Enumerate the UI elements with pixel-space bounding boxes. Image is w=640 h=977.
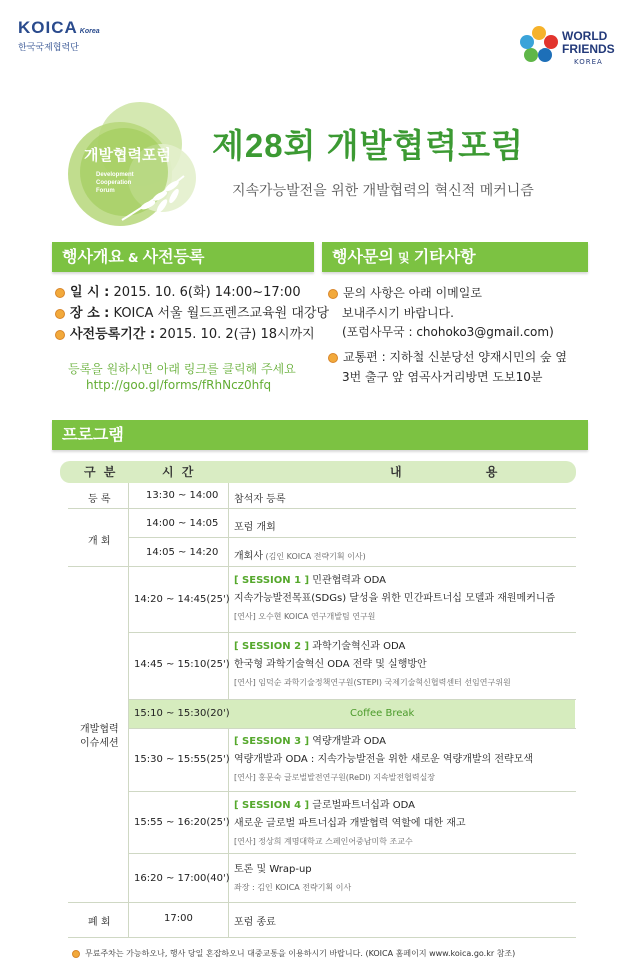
- inquiry-heading: [322, 242, 588, 272]
- registration-label: 사전등록기간 :: [70, 327, 156, 342]
- inquiry-line1: [328, 283, 482, 303]
- page-subtitle: 지속가능발전을 위한 개발협력의 혁신적 메커니즘: [232, 183, 534, 199]
- bullet-icon: [55, 330, 65, 340]
- session-detail: 새로운 글로벌 파트너십과 개발협력 역할에 대한 재고: [234, 818, 466, 829]
- content-cell: 참석자 등록: [234, 494, 286, 505]
- time-cell: 13:30 ~ 14:00: [146, 490, 219, 501]
- wf-line1: WORLD: [562, 29, 608, 43]
- discussion: [234, 861, 351, 897]
- emblem-korean: 개발협력포럼: [84, 146, 171, 164]
- overview-heading-amp: &: [123, 251, 143, 265]
- event-date: [55, 283, 301, 303]
- table-line: [68, 937, 576, 938]
- session-topic: 글로벌파트너십과 ODA: [309, 800, 415, 811]
- bullet-icon: [328, 353, 338, 363]
- content-cell: [234, 547, 366, 562]
- footnote-text: 무료주차는 가능하오나, 행사 당일 혼잡하오니 대중교통을 이용하시기 바랍니다. (KOICA 홈페이지 www.koica.go.kr 참조): [85, 949, 516, 958]
- section-opening: 개 회: [88, 536, 111, 547]
- time-cell: 14:20 ~ 14:45(25'): [134, 594, 230, 605]
- session-1: [234, 572, 555, 626]
- content-cell: 포럼 개회: [234, 522, 276, 533]
- bullet-icon: [72, 950, 80, 958]
- session-detail: 한국형 과학기술혁신 ODA 전략 및 실행방안: [234, 659, 427, 670]
- section-issue-1: 개발협력: [80, 724, 119, 735]
- footnote: [72, 948, 515, 959]
- time-cell: 14:00 ~ 14:05: [146, 518, 219, 529]
- session-tag: [ SESSION 1 ]: [234, 575, 310, 586]
- table-line: [128, 853, 576, 854]
- session-speaker: [연사] 오수현 KOICA 연구개발팀 연구원: [234, 612, 376, 621]
- time-cell: 14:05 ~ 14:20: [146, 547, 219, 558]
- session-topic: 과학기술혁신과 ODA: [309, 641, 406, 652]
- transport-line2: 3번 출구 앞 염곡사거리방면 도보10분: [342, 370, 543, 384]
- col-content-header: 내 용: [390, 465, 538, 479]
- koica-name-korean: 한국국제협력단: [18, 43, 79, 53]
- session-detail: 역량개발과 ODA : 지속가능발전을 위한 새로운 역량개발의 전략모색: [234, 754, 534, 765]
- coffee-break-label: Coffee Break: [350, 708, 415, 719]
- overview-heading-main: 행사개요: [62, 247, 124, 266]
- program-heading: 프로그램: [52, 420, 588, 450]
- session-tag: [ SESSION 4 ]: [234, 800, 310, 811]
- overview-heading-end: 사전등록: [142, 247, 205, 266]
- koica-logo-text: KOICA: [18, 18, 78, 37]
- time-cell: 17:00: [164, 913, 193, 924]
- section-issue-2: 이슈세션: [80, 738, 119, 749]
- place-value: KOICA 서울 월드프렌즈교육원 대강당: [109, 306, 330, 321]
- transport-line1: [328, 347, 567, 367]
- col-time-header: 시 간: [162, 465, 196, 479]
- content-note: (김인 KOICA 전략기획 이사): [262, 552, 366, 561]
- session-detail: 지속가능발전목표(SDGs) 달성을 위한 민간파트너십 모델과 재원메커니즘: [234, 593, 556, 604]
- session-tag: [ SESSION 3 ]: [234, 736, 310, 747]
- session-speaker: [연사] 정상희 계명대학교 스페인어중남미학 조교수: [234, 837, 413, 846]
- registration-note: 등록을 원하시면 아래 링크를 클릭해 주세요: [68, 362, 296, 376]
- emblem-english-2: Cooperation: [96, 180, 132, 186]
- bullet-icon: [55, 309, 65, 319]
- section-closing: 폐 회: [88, 917, 111, 928]
- table-line: [128, 728, 576, 729]
- date-value: 2015. 10. 6(화) 14:00~17:00: [109, 285, 301, 300]
- emblem-english-3: Forum: [96, 188, 115, 194]
- registration-period: [55, 325, 315, 345]
- inquiry-heading-end: 기타사항: [413, 247, 476, 266]
- table-line: [68, 566, 576, 567]
- wf-line2: FRIENDS: [562, 42, 615, 56]
- table-line: [68, 902, 576, 903]
- table-line: [128, 537, 576, 538]
- wf-korea: KOREA: [574, 58, 603, 66]
- table-line: [68, 508, 576, 509]
- bullet-icon: [328, 289, 338, 299]
- session-speaker: [연사] 임덕순 과학기술정책연구원(STEPI) 국제기술혁신협력센터 선임연구위원: [234, 678, 511, 687]
- section-register: 등 록: [88, 494, 111, 505]
- inquiry-text-1: 문의 사항은 아래 이메일로: [343, 286, 482, 300]
- session-speaker: [연사] 홍문숙 글로벌발전연구원(ReDI) 지속발전협력실장: [234, 773, 436, 782]
- time-cell: 14:45 ~ 15:10(25'): [134, 659, 230, 670]
- registration-value: 2015. 10. 2(금) 18시까지: [155, 327, 315, 342]
- session-topic: 민관협력과 ODA: [309, 575, 387, 586]
- date-label: 일 시 :: [70, 285, 110, 300]
- table-line: [128, 632, 576, 633]
- time-cell: 15:55 ~ 16:20(25'): [134, 817, 230, 828]
- session-2: [234, 638, 511, 692]
- inquiry-email: (포럼사무국 : chohoko3@gmail.com): [342, 325, 554, 339]
- session-tag: [ SESSION 2 ]: [234, 641, 310, 652]
- page-title: 제28회 개발협력포럼: [212, 127, 524, 164]
- table-line: [128, 791, 576, 792]
- session-3: [234, 733, 533, 787]
- emblem-english-1: Development: [96, 172, 134, 178]
- time-cell: 15:30 ~ 15:55(25'): [134, 754, 230, 765]
- discussion-title: 토론 및 Wrap-up: [234, 864, 312, 875]
- koica-logo: [18, 18, 100, 38]
- session-4: [234, 797, 466, 851]
- overview-heading: [52, 242, 314, 272]
- registration-link[interactable]: http://goo.gl/forms/fRhNcz0hfq: [86, 378, 272, 392]
- col-section-header: 구 분: [84, 465, 118, 479]
- discussion-chair: 좌장 : 김인 KOICA 전략기획 이사: [234, 883, 352, 892]
- time-cell: 15:10 ~ 15:30(20'): [134, 708, 230, 719]
- world-friends-logo-text: [562, 30, 615, 56]
- place-label: 장 소 :: [70, 306, 110, 321]
- inquiry-line2: 보내주시기 바랍니다.: [342, 306, 454, 320]
- koica-logo-small: Korea: [79, 28, 100, 35]
- forum-emblem: [62, 92, 212, 232]
- transport-text-1: 교통편 : 지하철 신분당선 양재시민의 숲 옆: [343, 350, 567, 364]
- event-place: [55, 304, 329, 324]
- content-main: 개회사: [234, 551, 263, 562]
- inquiry-heading-mid: 및: [393, 251, 414, 265]
- world-friends-logo-icon: [518, 24, 560, 64]
- bullet-icon: [55, 288, 65, 298]
- session-topic: 역량개발과 ODA: [309, 736, 387, 747]
- inquiry-heading-main: 행사문의: [332, 247, 394, 266]
- content-cell: 포럼 종료: [234, 917, 276, 928]
- time-cell: 16:20 ~ 17:00(40'): [134, 873, 230, 884]
